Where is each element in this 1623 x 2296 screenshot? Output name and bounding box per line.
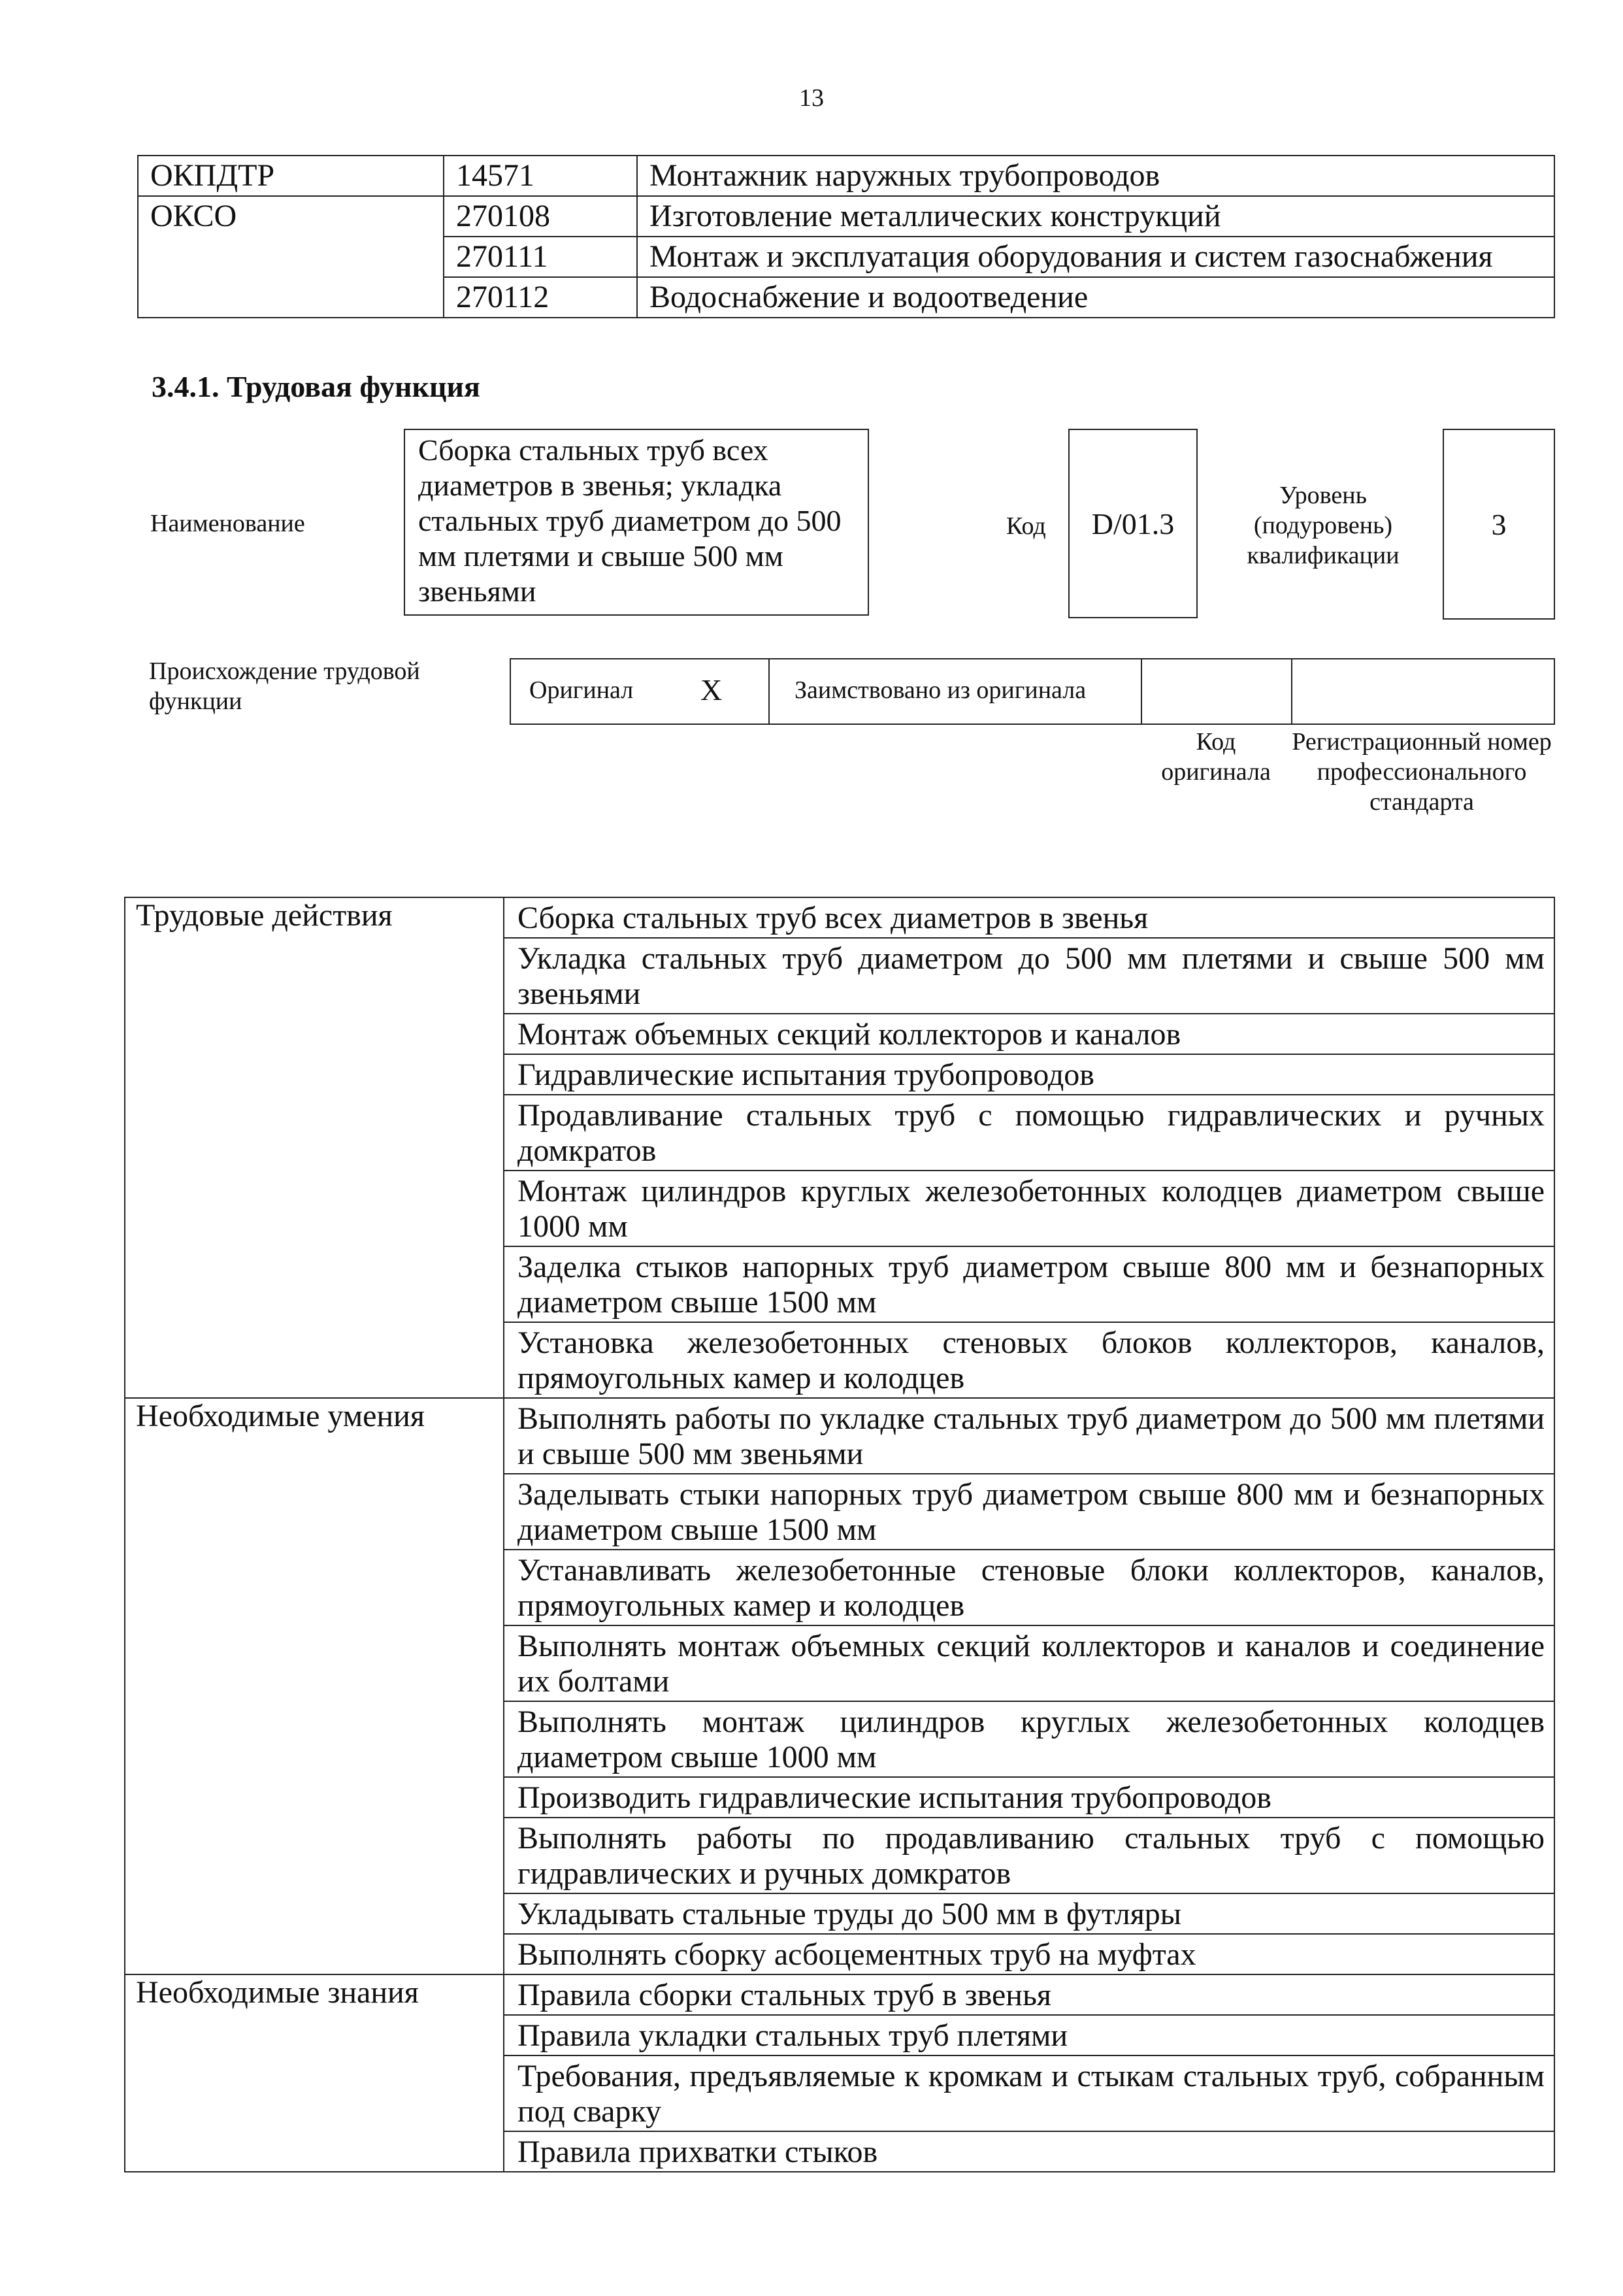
labor-actions-label: Трудовые действия — [125, 897, 504, 1398]
name-label: Наименование — [150, 510, 305, 537]
list-item: Заделывать стыки напорных труб диаметром свыше 800 мм и безнапорных диаметром свыше 1500 мм — [504, 1474, 1554, 1550]
list-item: Установка железобетонных стеновых блоков коллекторов, каналов, прямоугольных камер и колодцев — [504, 1322, 1554, 1398]
borrowed-cell — [770, 659, 1142, 724]
list-item: Укладывать стальные труды до 500 мм в футляры — [504, 1893, 1554, 1934]
code-cell: 270108 — [444, 196, 637, 237]
list-item: Устанавливать железобетонные стеновые блоки коллекторов, каналов, прямоугольных камер и колодцев — [504, 1550, 1554, 1625]
list-item: Выполнять монтаж объемных секций коллекторов и каналов и соединение их болтами — [504, 1625, 1554, 1701]
borrowed-label: Заимствовано из оригинала — [795, 676, 1087, 704]
list-item: Выполнять работы по продавливанию стальных труб с помощью гидравлических и ручных домкратов — [504, 1818, 1554, 1893]
function-code-box: D/01.3 — [1068, 429, 1198, 618]
list-item: Монтаж цилиндров круглых железобетонных колодцев диаметром свыше 1000 мм — [504, 1171, 1554, 1246]
registration-number-cell — [1292, 659, 1554, 724]
list-item: Продавливание стальных труб с помощью гидравлических и ручных домкратов — [504, 1095, 1554, 1171]
origin-label: Происхождение трудовой функции — [149, 657, 420, 715]
original-label: Оригинал — [529, 676, 634, 704]
original-cell — [511, 659, 770, 724]
original-code-caption: Код оригинала — [1161, 728, 1271, 786]
name-cell: Изготовление металлических конструкций — [637, 196, 1554, 237]
list-item: Монтаж объемных секций коллекторов и каналов — [504, 1014, 1554, 1054]
origin-table — [510, 658, 1555, 725]
list-item: Выполнять монтаж цилиндров круглых железобетонных колодцев диаметром свыше 1000 мм — [504, 1701, 1554, 1777]
name-cell: Монтаж и эксплуатация оборудования и систем газоснабжения — [637, 237, 1554, 277]
list-item: Выполнять работы по укладке стальных труб диаметром до 500 мм плетями и свыше 500 мм звеньями — [504, 1398, 1554, 1474]
list-item: Производить гидравлические испытания трубопроводов — [504, 1777, 1554, 1818]
page-number: 13 — [799, 84, 824, 112]
table-row — [125, 1398, 1554, 1474]
registration-number-caption: Регистрационный номер профессионального стандарта — [1292, 728, 1552, 816]
required-knowledge-label: Необходимые знания — [125, 1974, 504, 2172]
name-cell: Монтажник наружных трубопроводов — [637, 156, 1554, 196]
code-cell: 270111 — [444, 237, 637, 277]
name-cell: Водоснабжение и водоотведение — [637, 277, 1554, 318]
table-row — [138, 196, 1554, 237]
code-label: Код — [1006, 512, 1046, 540]
qualification-level-label: Уровень (подуровень) квалификации — [1247, 482, 1400, 569]
table-row — [125, 1974, 1554, 2015]
classifier-codes-table — [137, 155, 1555, 318]
section-heading: 3.4.1. Трудовая функция — [152, 370, 480, 403]
function-name-box: Сборка стальных труб всех диаметров в звенья; укладка стальных труб диаметром до 500 мм плетями и свыше 500 мм звеньями — [404, 429, 869, 616]
list-item: Заделка стыков напорных труб диаметром свыше 800 мм и безнапорных диаметром свыше 1500 мм — [504, 1246, 1554, 1322]
table-row — [138, 156, 1554, 196]
table-row — [125, 897, 1554, 938]
classifier-cell: ОКПДТР — [138, 156, 444, 196]
list-item: Правила прихватки стыков — [504, 2131, 1554, 2172]
labor-function-table — [124, 897, 1555, 2172]
required-skills-label: Необходимые умения — [125, 1398, 504, 1974]
original-mark: X — [700, 673, 723, 707]
list-item: Правила укладки стальных труб плетями — [504, 2015, 1554, 2055]
list-item: Сборка стальных труб всех диаметров в звенья — [504, 897, 1554, 938]
list-item: Правила сборки стальных труб в звенья — [504, 1974, 1554, 2015]
list-item: Требования, предъявляемые к кромкам и стыкам стальных труб, собранным под сварку — [504, 2055, 1554, 2131]
list-item: Укладка стальных труб диаметром до 500 мм плетями и свыше 500 мм звеньями — [504, 938, 1554, 1014]
code-cell: 14571 — [444, 156, 637, 196]
qualification-level-box: 3 — [1443, 429, 1555, 620]
original-code-cell — [1142, 659, 1292, 724]
list-item: Гидравлические испытания трубопроводов — [504, 1054, 1554, 1095]
classifier-cell: ОКСО — [138, 196, 444, 318]
list-item: Выполнять сборку асбоцементных труб на муфтах — [504, 1934, 1554, 1974]
code-cell: 270112 — [444, 277, 637, 318]
